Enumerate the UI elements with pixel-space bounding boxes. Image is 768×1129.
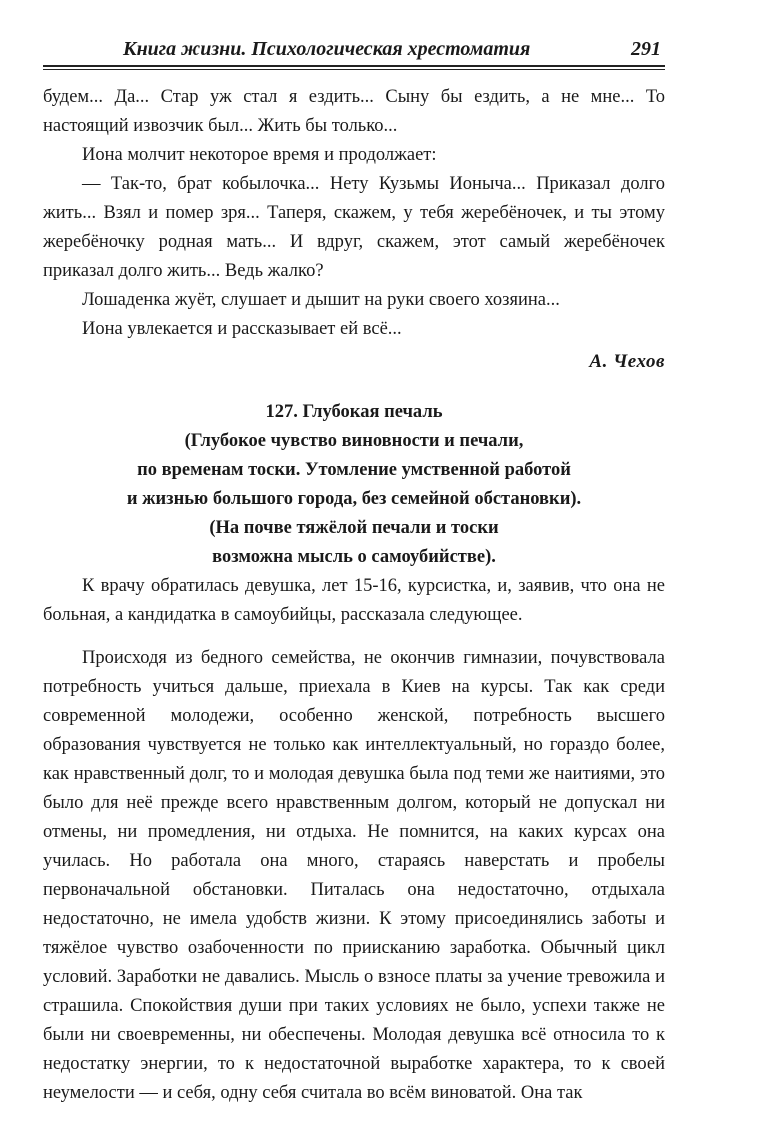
section-heading	[43, 398, 665, 572]
paragraph: К врачу обратилась девушка, лет 15-16, курсистка, и, заявив, что она не больная, а кандидатка в самоубийцы, рассказала следующее.	[43, 576, 665, 625]
section-title-line: и жизнью большого города, без семейной обстановки).	[126, 489, 582, 509]
paragraph: будем... Да... Стар уж стал я ездить... Сыну бы ездить, а не мне... То настоящий извозчик был... Жить бы только...	[43, 87, 665, 136]
author-signature: А. Чехов	[589, 351, 665, 372]
paragraph: — Так-то, брат кобылочка... Нету Кузьмы Ионыча... Приказал долго жить... Взял и помер зря... Таперя, скажем, у тебя жеребёночек, и ты этому жеребёночку родная мать... И вдруг, скажем, этот самый жеребёночек приказал долго жить... Ведь жалко?	[43, 174, 665, 281]
paragraph: Иона увлекается и рассказывает ей всё...	[82, 319, 402, 339]
page-number: 291	[631, 38, 661, 60]
section-title-line: по временам тоски. Утомление умственной работой	[137, 460, 571, 480]
running-header	[43, 38, 665, 67]
paragraph: Происходя из бедного семейства, не окончив гимназии, почувствовала потребность учиться дальше, приехала в Киев на курсы. Так как среди современной молодежи, особенно женской, потребность высшего образования чувствуется не только как интеллектуальный, но гораздо более, как нравственный долг, то и молодая девушка была под теми же наитиями, это было для неё прежде всего нравственным долгом, который не допускал ни отмены, ни промедления, ни отдыха. Не помнится, на каких курсах она училась. Но работала она много, стараясь наверстать и пробелы первоначальной обстановки. Питалась она недостаточно, отдыхала недостаточно, не имела удобств жизни. К этому присоединялись заботы и тяжёлое чувство озабоченности по приисканию заработка. Обычный цикл условий. Заработки не давались. Мысль о взносе платы за учение тревожила и страшила. Спокойствия души при таких условиях не было, успехи также не были ни своевременны, ни обеспечены. Молодая девушка всё относила то к недостатку энергии, то к недостаточной выработке характера, то к своей неумелости — и себя, одну себя считала во всём виноватой. Она так	[43, 648, 665, 1103]
paragraph: Лошаденка жуёт, слушает и дышит на руки своего хозяина...	[82, 290, 560, 310]
running-title: Книга жизни. Психологическая хрестоматия	[123, 38, 531, 60]
section-title-line: (На почве тяжёлой печали и тоски	[209, 518, 499, 538]
section-title-line: возможна мысль о самоубийстве).	[212, 547, 496, 567]
page-content	[43, 83, 665, 1108]
section-title-line: 127. Глубокая печаль	[265, 402, 443, 422]
book-page	[43, 38, 665, 1108]
paragraph: Иона молчит некоторое время и продолжает:	[82, 145, 437, 165]
section-title-line: (Глубокое чувство виновности и печали,	[184, 431, 524, 451]
